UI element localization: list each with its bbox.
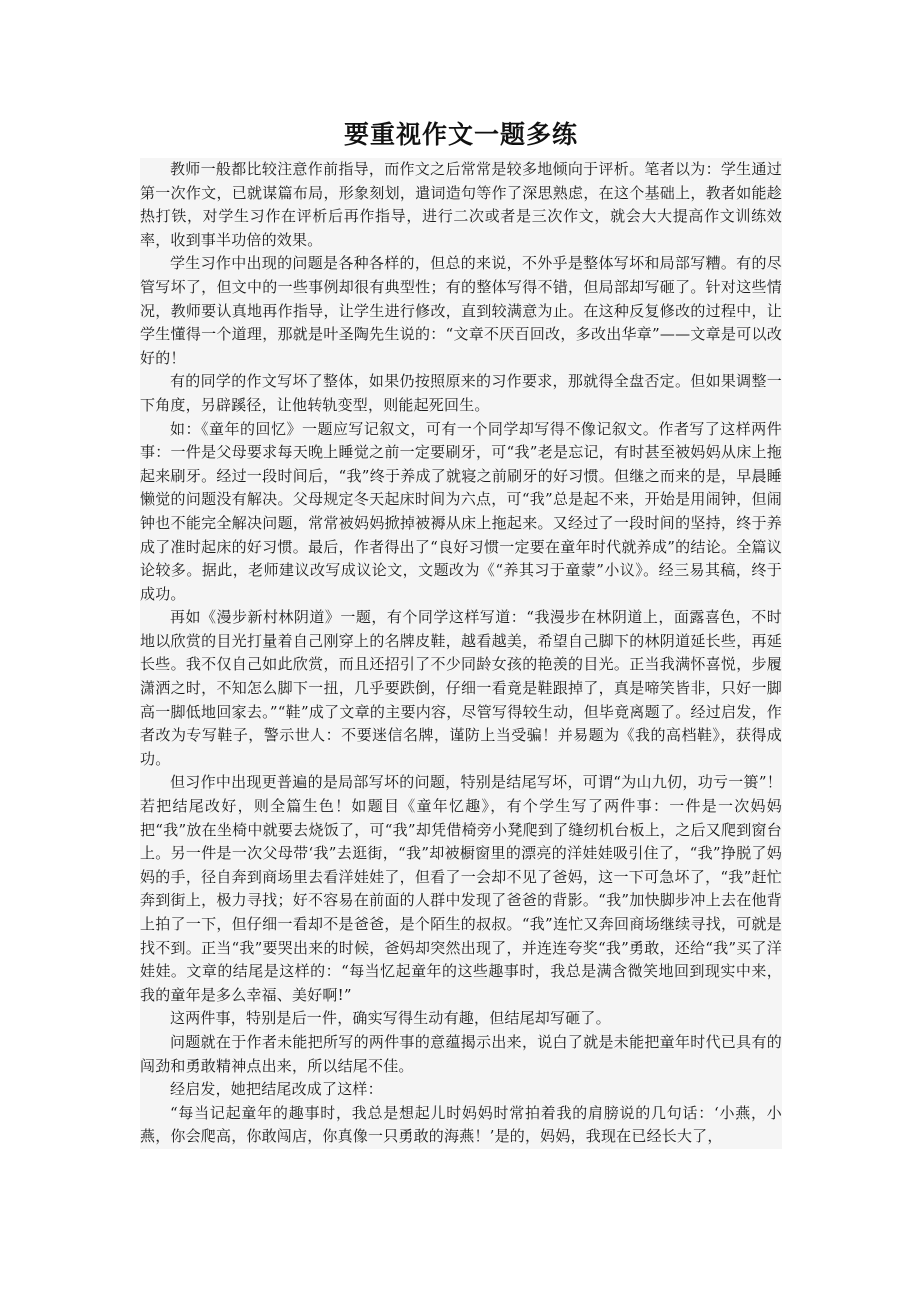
paragraph-1: 教师一般都比较注意作前指导，而作文之后常常是较多地倾向于评析。笔者以为：学生通过第一次作文，已就谋篇布局，形象刻划，遣词造句等作了深思熟虑，在这个基础上，教者如能趁热打铁，对学生习作在评析后再作指导，进行二次或者是三次作文，就会大大提高作文训练效率，收到事半功倍的效果。 — [140, 158, 782, 252]
paragraph-9: 经启发，她把结尾改成了这样： — [140, 1078, 782, 1102]
document-title: 要重视作文一题多练 — [343, 120, 578, 149]
paragraph-3: 有的同学的作文写坏了整体，如果仍按照原来的习作要求，那就得全盘否定。但如果调整一下角度，另辟蹊径，让他转轨变型，则能起死回生。 — [140, 370, 782, 417]
paragraph-7: 这两件事，特别是后一件，确实写得生动有趣，但结尾却写砸了。 — [140, 1007, 782, 1031]
paragraph-10: “每当记起童年的趣事时，我总是想起儿时妈妈时常拍着我的肩膀说的几句话：‘小燕，小燕，你会爬高，你敢闯店，你真像一只勇敢的海燕！’是的，妈妈，我现在已经长大了， — [140, 1102, 782, 1149]
paragraph-4: 如：《童年的回忆》一题应写记叙文，可有一个同学却写得不像记叙文。作者写了这样两件事：一件是父母要求每天晚上睡觉之前一定要刷牙，可“我”老是忘记，有时甚至被妈妈从床上拖起来刷牙。经过一段时间后，“我”终于养成了就寝之前刷牙的好习惯。但继之而来的是，早晨睡懒觉的问题没有解决。父母规定冬天起床时间为六点，可“我”总是起不来，开始是用闹钟，但闹钟也不能完全解决问题，常常被妈妈掀掉被褥从床上拖起来。又经过了一段时间的坚持，终于养成了准时起床的好习惯。最后，作者得出了“良好习惯一定要在童年时代就养成”的结论。全篇议论较多。据此，老师建议改写成议论文，文题改为《“养其习于童蒙”小议》。经三易其稿，终于成功。 — [140, 418, 782, 607]
paragraph-2: 学生习作中出现的问题是各种各样的，但总的来说，不外乎是整体写坏和局部写糟。有的尽管写坏了，但文中的一些事例却很有典型性；有的整体写得不错，但局部却写砸了。针对这些情况，教师要认真地再作指导，让学生进行修改，直到较满意为止。在这种反复修改的过程中，让学生懂得一个道理，那就是叶圣陶先生说的：“文章不厌百回改，多改出华章”——文章是可以改好的！ — [140, 252, 782, 370]
paragraph-6: 但习作中出现更普遍的是局部写坏的问题，特别是结尾写坏，可谓“为山九仞，功亏一篑”！若把结尾改好，则全篇生色！如题目《童年忆趣》，有个学生写了两件事：一件是一次妈妈把“我”放在坐椅中就要去烧饭了，可“我”却凭借椅旁小凳爬到了缝纫机台板上，之后又爬到窗台上。另一件是一次父母带‘我”去逛街，“我”却被橱窗里的漂亮的洋娃娃吸引住了，“我”挣脱了妈妈的手，径自奔到商场里去看洋娃娃了，但看了一会却不见了爸妈，这一下可急坏了，“我”赶忙奔到街上，极力寻找；好不容易在前面的人群中发现了爸爸的背影。“我”加快脚步冲上去在他背上拍了一下，但仔细一看却不是爸爸，是个陌生的叔叔。“我”连忙又奔回商场继续寻找，可就是找不到。正当“我”要哭出来的时候，爸妈却突然出现了，并连连夸奖“我”勇敢，还给“我”买了洋娃娃。文章的结尾是这样的：“每当忆起童年的这些趣事时，我总是满含微笑地回到现实中来，我的童年是多么幸福、美好啊!” — [140, 771, 782, 1007]
document-page — [140, 118, 782, 1149]
paragraph-5: 再如《漫步新村林阴道》一题，有个同学这样写道：“我漫步在林阴道上，面露喜色，不时地以欣赏的目光打量着自己刚穿上的名牌皮鞋，越看越美，希望自己脚下的林阴道延长些，再延长些。我不仅自己如此欣赏，而且还招引了不少同龄女孩的艳羡的目光。正当我满怀喜悦，步履潇洒之时，不知怎么脚下一扭，几乎要跌倒，仔细一看竟是鞋跟掉了，真是啼笑皆非，只好一脚高一脚低地回家去。”“鞋”成了文章的主要内容，尽管写得较生动，但毕竟离题了。经过启发，作者改为专写鞋子，警示世人：不要迷信名牌，谨防上当受骗！并易题为《我的高档鞋》，获得成功。 — [140, 606, 782, 771]
paragraph-8: 问题就在于作者未能把所写的两件事的意蕴揭示出来，说白了就是未能把童年时代已具有的闯劲和勇敢精神点出来，所以结尾不佳。 — [140, 1031, 782, 1078]
